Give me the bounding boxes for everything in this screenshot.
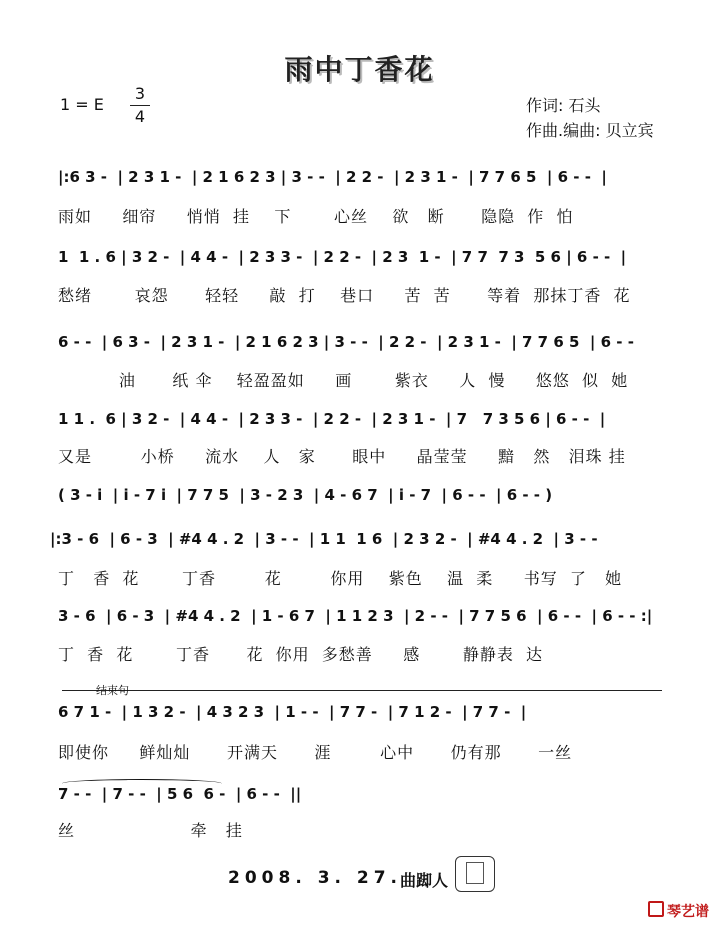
notation-line <box>0 168 719 194</box>
notation-line-interlude <box>0 486 719 512</box>
lyric-line <box>0 566 719 588</box>
notes: 6 - - | 6 3 - | 2 3 1 - | 2 1 6 2 3 | 3 - - | 2 2 - | 2 3 1 - | 7 7 6 5 | 6 - - <box>58 333 634 351</box>
notation-line <box>0 785 719 811</box>
composer-credit: 作曲.编曲: 贝立宾 <box>526 121 654 140</box>
lyric-line <box>0 283 719 305</box>
notation-line <box>0 333 719 359</box>
notes: ( 3 - i | i - 7 i | 7 7 5 | 3 - 2 3 | 4 - 6 7 | i - 7 | 6 - - | 6 - - ) <box>58 486 553 504</box>
notation-line <box>0 410 719 436</box>
lyrics: 丁 香 花 丁香 花 你用 紫色 温 柔 书写 了 她 <box>58 569 623 588</box>
notes: |:6 3 - | 2 3 1 - | 2 1 6 2 3 | 3 - - | 2 2 - | 2 3 1 - | 7 7 6 5 | 6 - - | <box>58 168 607 186</box>
notation-line <box>0 530 719 556</box>
notes: 7 - - | 7 - - | 5 6 6 - | 6 - - || <box>58 785 302 803</box>
lyrics: 油 纸 伞 轻盈盈如 画 紫衣 人 慢 悠悠 似 她 <box>58 371 629 390</box>
notes: 3 - 6 | 6 - 3 | #4 4 . 2 | 1 - 6 7 | 1 1 2 3 | 2 - - | 7 7 5 6 | 6 - - | 6 - - :| <box>58 607 653 625</box>
time-signature <box>130 86 150 125</box>
lyric-line <box>0 444 719 466</box>
time-sig-top: 3 <box>134 84 146 103</box>
time-sig-bottom: 4 <box>134 107 146 126</box>
notes: |:3 - 6 | 6 - 3 | #4 4 . 2 | 3 - - | 1 1 1 6 | 2 3 2 - | #4 4 . 2 | 3 - - <box>50 530 598 548</box>
lyrics: 丝 牵 挂 <box>58 821 243 840</box>
date: 2008. 3. 27. <box>228 868 403 888</box>
site-logo <box>648 901 709 921</box>
lyric-line <box>0 642 719 664</box>
lyrics: 即使你 鲜灿灿 开满天 涯 心中 仍有那 一丝 <box>58 743 573 762</box>
song-title: 雨中丁香花 <box>284 53 435 86</box>
ending-label: 结束句 <box>96 684 129 697</box>
lyric-line <box>0 818 719 840</box>
arranger-name: 曲踋人 <box>400 871 449 890</box>
notation-line <box>0 248 719 274</box>
lyricist-credit: 作词: 石头 <box>526 96 601 115</box>
notation-line <box>0 607 719 633</box>
notes: 6 7 1 - | 1 3 2 - | 4 3 2 3 | 1 - - | 7 7 - | 7 1 2 - | 7 7 - | <box>58 703 527 721</box>
logo-text: 琴艺谱 <box>667 904 709 920</box>
logo-icon <box>648 901 664 917</box>
lyrics: 雨如 细帘 悄悄 挂 下 心丝 欲 断 隐隐 作 怕 <box>58 207 574 226</box>
lyrics: 愁绪 哀怨 轻轻 敲 打 巷口 苦 苦 等着 那抹丁香 花 <box>58 286 631 305</box>
lyric-line <box>0 204 719 226</box>
lyric-line <box>0 740 719 762</box>
lyrics: 丁 香 花 丁香 花 你用 多愁善 感 静静表 达 <box>58 645 544 664</box>
seal-stamp <box>455 856 495 892</box>
key-signature: 1 = E <box>60 95 104 114</box>
notes: 1 1 . 6 | 3 2 - | 4 4 - | 2 3 3 - | 2 2 - | 2 3 1 - | 7 7 3 5 6 | 6 - - | <box>58 410 606 428</box>
notes: 1 1 . 6 | 3 2 - | 4 4 - | 2 3 3 - | 2 2 - | 2 3 1 - | 7 7 7 3 5 6 | 6 - - | <box>58 248 627 266</box>
lyrics: 又是 小桥 流水 人 家 眼中 晶莹莹 黯 然 泪珠 挂 <box>58 447 626 466</box>
lyric-line <box>0 368 719 390</box>
ending-bracket <box>62 690 662 691</box>
notation-line <box>0 703 719 729</box>
